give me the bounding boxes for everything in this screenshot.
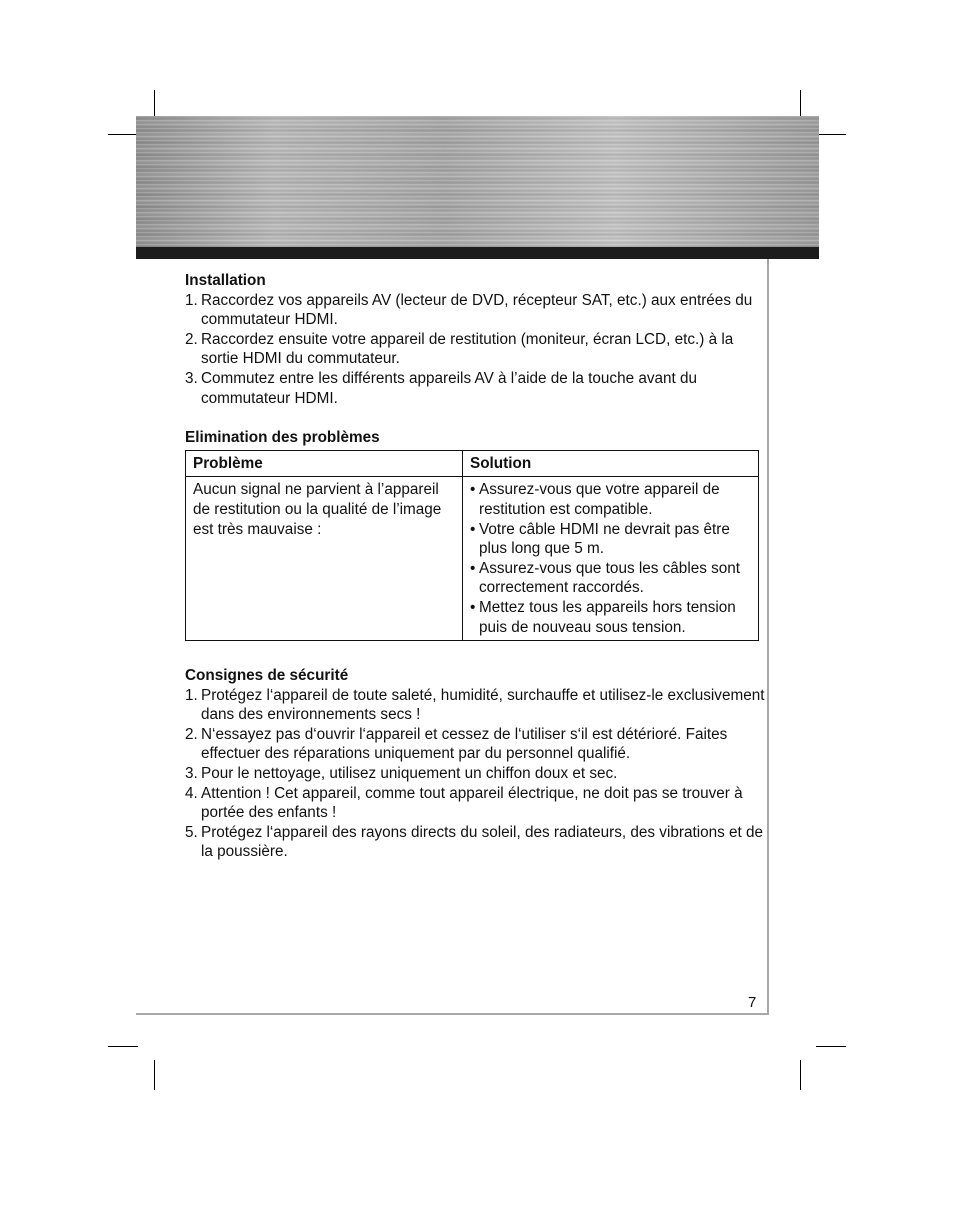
page-content <box>185 271 765 862</box>
list-item: • Votre câble HDMI ne devrait pas être plus long que 5 m. <box>470 520 751 559</box>
solution-list <box>470 480 751 637</box>
table-row <box>186 477 759 641</box>
troubleshooting-table <box>185 450 759 641</box>
banner-dark-bar <box>136 247 819 259</box>
column-header-problem: Problème <box>186 450 463 477</box>
list-item: • Mettez tous les appareils hors tension puis de nouveau sous tension. <box>470 598 751 637</box>
table-header-row <box>186 450 759 477</box>
safety-section <box>185 666 765 862</box>
safety-heading: Consignes de sécurité <box>185 667 349 685</box>
list-item: 1. Raccordez vos appareils AV (lecteur de DVD, récepteur SAT, etc.) aux entrées du commutateur HDMI. <box>185 291 753 329</box>
crop-mark-top-left-h <box>108 134 138 135</box>
list-item: 3. Pour le nettoyage, utilisez uniquement un chiffon doux et sec. <box>185 765 618 783</box>
crop-mark-top-right-h <box>816 134 846 135</box>
page-number: 7 <box>748 994 757 1011</box>
crop-mark-bottom-left-v <box>154 1060 155 1090</box>
list-item: 5. Protégez l‘appareil des rayons directs du soleil, des radiateurs, des vibrations et de la poussière. <box>185 823 764 861</box>
list-item: • Assurez-vous que votre appareil de restitution est compatible. <box>470 480 751 519</box>
troubleshooting-section <box>185 428 765 641</box>
crop-mark-bottom-left-h <box>108 1046 138 1047</box>
problem-cell: Aucun signal ne parvient à l’appareil de restitution ou la qualité de l’image est très mauvaise : <box>186 477 463 641</box>
installation-steps <box>185 291 765 409</box>
brushed-metal-banner <box>136 116 819 247</box>
page-border-bottom <box>136 1013 769 1015</box>
list-item: 3. Commutez entre les différents appareils AV à l’aide de la touche avant du commutateur HDMI. <box>185 369 698 407</box>
installation-heading: Installation <box>185 272 266 289</box>
installation-section <box>185 271 765 408</box>
solution-cell <box>463 477 759 641</box>
crop-mark-bottom-right-v <box>800 1060 801 1090</box>
list-item: 4. Attention ! Cet appareil, comme tout appareil électrique, ne doit pas se trouver à portée des enfants ! <box>185 784 743 822</box>
page-border-right <box>767 259 769 1015</box>
safety-list <box>185 686 765 862</box>
list-item: 2. Raccordez ensuite votre appareil de restitution (moniteur, écran LCD, etc.) à la sortie HDMI du commutateur. <box>185 330 734 368</box>
crop-mark-bottom-right-h <box>816 1046 846 1047</box>
troubleshooting-heading: Elimination des problèmes <box>185 429 380 447</box>
list-item: 1. Protégez l‘appareil de toute saleté, humidité, surchauffe et utilisez-le exclusivement dans des environnements secs ! <box>185 686 765 724</box>
list-item: 2. N‘essayez pas d‘ouvrir l‘appareil et cessez de l‘utiliser s‘il est détérioré. Faites effectuer des réparations uniquement par du personnel qualifié. <box>185 725 728 763</box>
list-item: • Assurez-vous que tous les câbles sont correctement raccordés. <box>470 559 751 598</box>
column-header-solution: Solution <box>463 450 759 477</box>
